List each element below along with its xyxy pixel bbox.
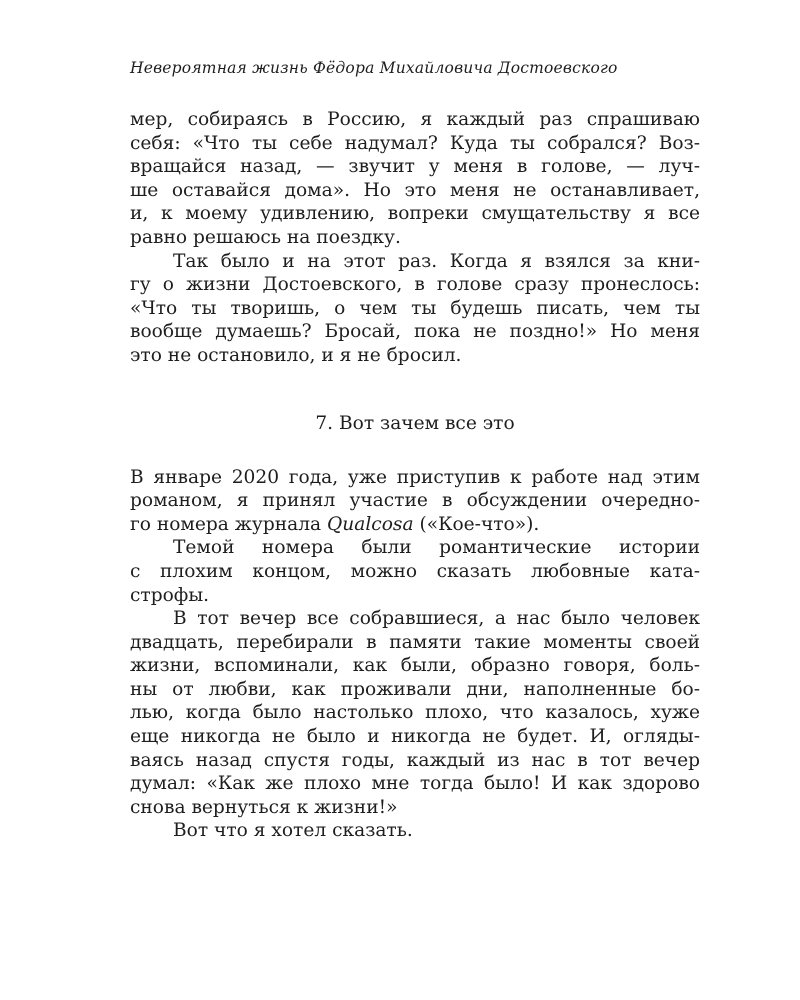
text-line: снова вернуться к жизни!» xyxy=(130,796,398,818)
journal-title: Qualcosa xyxy=(327,513,414,535)
text-line: вращайся назад, — звучит у меня в голове, — луч- xyxy=(130,156,700,178)
chapter-heading: 7. Вот зачем все это xyxy=(315,412,515,434)
text-line: лью, когда было настолько плохо, что казалось, хуже xyxy=(130,702,700,724)
text-run: («Кое-что»). xyxy=(413,513,540,535)
paragraph xyxy=(130,250,700,368)
body-text-top xyxy=(130,108,700,368)
paragraph-january xyxy=(130,466,700,537)
text-line: ваясь назад спустя годы, каждый из нас в тот вечер xyxy=(130,749,700,771)
text-line xyxy=(130,513,700,537)
paragraph xyxy=(130,607,700,819)
text-line: гу о жизни Достоевского, в голове сразу пронеслось: xyxy=(130,274,700,296)
text-line: В тот вечер все собравшиеся, а нас было человек xyxy=(173,608,700,630)
text-line: с плохим концом, можно сказать любовные ката- xyxy=(130,560,700,582)
text-line: ны от любви, как проживали дни, наполненные бо- xyxy=(130,678,700,700)
paragraph xyxy=(130,108,700,250)
text-line: себя: «Что ты себе надумал? Куда ты собрался? Воз- xyxy=(130,132,700,154)
paragraph xyxy=(130,536,700,607)
text-run: го номера журнала xyxy=(130,513,328,535)
book-page xyxy=(130,58,700,843)
running-head: Невероятная жизнь Фёдора Михайловича Достоевского xyxy=(130,59,618,77)
text-line: романом, я принял участие в обсуждении очередно- xyxy=(130,490,700,512)
text-line: Темой номера были романтические истории xyxy=(173,537,700,559)
text-line: жизни, вспоминали, как были, образно говоря, боль- xyxy=(130,655,700,677)
text-line: «Что ты творишь, о чем ты будешь писать, чем ты xyxy=(130,297,700,319)
text-line: строфы. xyxy=(130,584,210,606)
text-line: это не остановило, и я не бросил. xyxy=(130,344,462,366)
text-line: Так было и на этот раз. Когда я взялся за кни- xyxy=(173,250,700,272)
text-line: В январе 2020 года, уже приступив к работе над этим xyxy=(130,466,700,488)
text-line: вообще думаешь? Бросай, пока не поздно!» Но меня xyxy=(130,321,700,343)
text-line: и, к моему удивлению, вопреки смущательству я все xyxy=(130,203,700,225)
body-text-bottom xyxy=(130,536,700,843)
text-line: ше оставайся дома». Но это меня не останавливает, xyxy=(130,179,700,201)
text-line: мер, собираясь в Россию, я каждый раз спрашиваю xyxy=(130,109,700,130)
text-line: еще никогда не было и никогда не будет. И, огляды- xyxy=(130,726,700,748)
text-line: двадцать, перебирали в памяти такие моменты своей xyxy=(130,631,700,653)
text-line: думал: «Как же плохо мне тогда было! И как здорово xyxy=(130,773,700,795)
text-line: Вот что я хотел сказать. xyxy=(173,820,413,842)
text-line: равно решаюсь на поездку. xyxy=(130,226,401,248)
paragraph xyxy=(130,819,700,843)
